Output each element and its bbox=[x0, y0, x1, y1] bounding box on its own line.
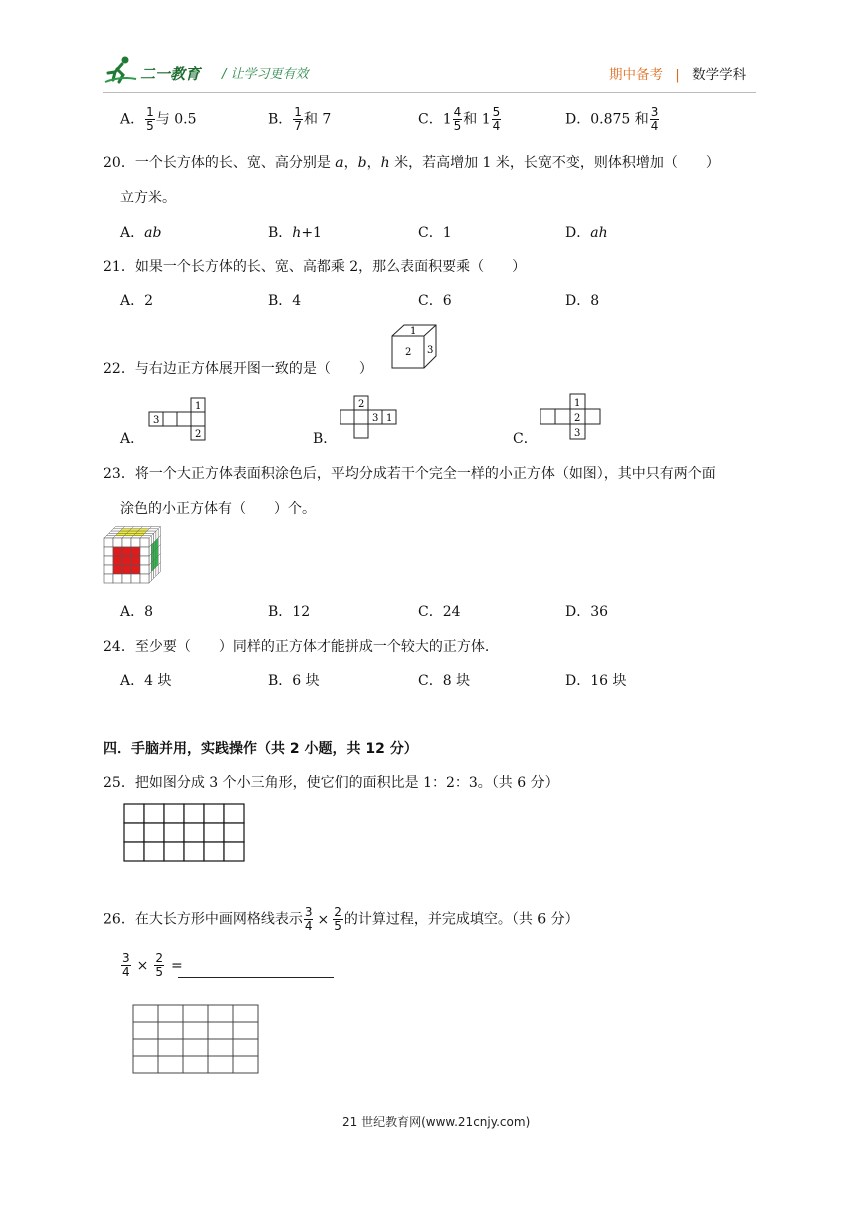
cube-side-cell bbox=[151, 569, 153, 580]
q23-painted-cube-figure bbox=[103, 526, 163, 584]
cube-front-cell bbox=[104, 547, 113, 556]
q20-stem: 20．一个长方体的长、宽、高分别是 a，b，h 米，若高增加 1 米，长宽不变，则体积增加（ ） bbox=[103, 155, 720, 171]
svg-text:2: 2 bbox=[574, 413, 581, 424]
header-tags bbox=[609, 63, 746, 83]
q24-option-a: A．4 块 bbox=[120, 673, 172, 689]
q21-option-d: D．8 bbox=[565, 293, 600, 309]
q19-option-c: C．1 $\frac{4}{5}$ 和 1 $\frac{5}{4}$ bbox=[418, 105, 501, 133]
q23-option-c: C．24 bbox=[418, 604, 461, 620]
svg-text:2: 2 bbox=[195, 429, 202, 440]
q23-stem-line2: 涂色的小正方体有（ ）个。 bbox=[120, 501, 316, 517]
cube-front-cell bbox=[113, 538, 122, 547]
q24-option-c: C．8 块 bbox=[418, 673, 471, 689]
cube-front-cell bbox=[131, 574, 140, 583]
cube-front-cell bbox=[131, 547, 140, 556]
grid-cell bbox=[208, 1056, 233, 1073]
grid-cell bbox=[208, 1039, 233, 1056]
cube-front-cell bbox=[104, 556, 113, 565]
runner-logo-icon bbox=[103, 55, 137, 85]
grid-cell bbox=[183, 1056, 208, 1073]
cube-front-cell bbox=[113, 547, 122, 556]
svg-text:3: 3 bbox=[153, 415, 160, 426]
grid-cell bbox=[233, 1022, 258, 1039]
cube-front-cell bbox=[113, 574, 122, 583]
q22-option-c-label: C． bbox=[513, 431, 538, 447]
cube-side-cell bbox=[149, 572, 151, 583]
grid-cell bbox=[224, 842, 244, 861]
q25-grid-figure bbox=[123, 803, 245, 863]
grid-cell bbox=[233, 1039, 258, 1056]
q20-option-a: A．ab bbox=[120, 225, 162, 241]
grid-cell bbox=[224, 804, 244, 823]
cube-front-cell bbox=[122, 547, 131, 556]
grid-cell bbox=[158, 1056, 183, 1073]
grid-cell bbox=[158, 1039, 183, 1056]
cube-side-cell bbox=[158, 563, 160, 574]
q19-option-b: B． $\frac{1}{7}$ 和 7 bbox=[268, 105, 332, 133]
slogan: / 让学习更有效 bbox=[222, 67, 309, 82]
cube-front-cell bbox=[104, 538, 113, 547]
grid-cell bbox=[124, 823, 144, 842]
grid-cell bbox=[204, 804, 224, 823]
q26-answer-blank[interactable] bbox=[178, 977, 334, 978]
q26-stem: 26．在大长方形中画网格线表示 $\frac{3}{4}$ × $\frac{2}{5}$ 的计算过程，并完成填空。（共 6 分） bbox=[103, 905, 579, 933]
q22-net-a bbox=[148, 396, 212, 442]
svg-text:1: 1 bbox=[574, 398, 581, 409]
tag-divider: | bbox=[675, 67, 680, 83]
q26-rectangle-grid bbox=[132, 1004, 260, 1074]
q19-option-d: D．0.875 和 $\frac{3}{4}$ bbox=[565, 105, 659, 133]
grid-cell bbox=[183, 1005, 208, 1022]
cube-front-cell bbox=[140, 538, 149, 547]
grid-cell bbox=[184, 823, 204, 842]
grid-cell bbox=[158, 1005, 183, 1022]
grid-cell bbox=[133, 1005, 158, 1022]
q21-option-c: C．6 bbox=[418, 293, 452, 309]
svg-text:3: 3 bbox=[372, 413, 379, 424]
q22-option-a-label: A． bbox=[120, 431, 145, 447]
cube-side-cell bbox=[156, 565, 158, 576]
svg-text:1: 1 bbox=[195, 401, 202, 412]
grid-cell bbox=[124, 804, 144, 823]
q20-option-b: B．h+1 bbox=[268, 225, 322, 241]
grid-cell bbox=[204, 842, 224, 861]
cube-top-label: 1 bbox=[410, 326, 417, 337]
svg-text:1: 1 bbox=[386, 413, 393, 424]
q22-stem: 22．与右边正方体展开图一致的是（ ） bbox=[103, 361, 373, 377]
logo-text: 二一教育 bbox=[140, 65, 201, 83]
q22-option-b-label: B． bbox=[313, 431, 338, 447]
svg-text:3: 3 bbox=[574, 428, 581, 439]
grid-cell bbox=[164, 804, 184, 823]
q26-equation: $\frac{3}{4}$ × $\frac{2}{5}$ = bbox=[122, 951, 183, 979]
grid-cell bbox=[133, 1039, 158, 1056]
cube-front-cell bbox=[122, 556, 131, 565]
cube-front-cell bbox=[131, 538, 140, 547]
grid-cell bbox=[124, 842, 144, 861]
grid-cell bbox=[144, 804, 164, 823]
grid-cell bbox=[233, 1005, 258, 1022]
q24-stem: 24．至少要（ ）同样的正方体才能拼成一个较大的正方体. bbox=[103, 639, 490, 655]
q22-net-c bbox=[540, 392, 604, 440]
subject-tag: 数学学科 bbox=[692, 67, 747, 83]
grid-cell bbox=[204, 823, 224, 842]
q20-stem-line2: 立方米。 bbox=[120, 190, 176, 206]
grid-cell bbox=[144, 842, 164, 861]
grid-cell bbox=[184, 842, 204, 861]
exam-tag: 期中备考 bbox=[609, 67, 663, 83]
q21-stem: 21．如果一个长方体的长、宽、高都乘 2，那么表面积要乘（ ） bbox=[103, 259, 527, 275]
cube-front-cell bbox=[104, 574, 113, 583]
grid-cell bbox=[164, 823, 184, 842]
cube-front-cell bbox=[113, 565, 122, 574]
cube-side-cell bbox=[154, 567, 156, 578]
cube-front-cell bbox=[140, 556, 149, 565]
grid-cell bbox=[133, 1056, 158, 1073]
grid-cell bbox=[133, 1022, 158, 1039]
q23-stem: 23．将一个大正方体表面积涂色后，平均分成若干个完全一样的小正方体（如图），其中只有两个面 bbox=[103, 466, 716, 482]
grid-cell bbox=[158, 1022, 183, 1039]
svg-text:2: 2 bbox=[358, 399, 365, 410]
cube-front-cell bbox=[140, 574, 149, 583]
grid-cell bbox=[208, 1022, 233, 1039]
grid-cell bbox=[183, 1022, 208, 1039]
cube-front-cell bbox=[131, 565, 140, 574]
cube-front-cell bbox=[140, 565, 149, 574]
q24-option-d: D．16 块 bbox=[565, 673, 627, 689]
cube-front-cell bbox=[122, 565, 131, 574]
cube-front-cell bbox=[122, 538, 131, 547]
q19-option-a: A． $\frac{1}{5}$ 与 0.5 bbox=[120, 105, 197, 133]
q22-net-b bbox=[340, 394, 404, 440]
cube-front-cell bbox=[131, 556, 140, 565]
q23-option-a: A．8 bbox=[120, 604, 154, 620]
grid-cell bbox=[224, 823, 244, 842]
cube-front-cell bbox=[113, 556, 122, 565]
q20-option-c: C．1 bbox=[418, 225, 452, 241]
grid-cell bbox=[144, 823, 164, 842]
q20-option-d: D．ah bbox=[565, 225, 608, 241]
cube-front-cell bbox=[140, 547, 149, 556]
q21-option-a: A．2 bbox=[120, 293, 154, 309]
cube-front-cell bbox=[104, 565, 113, 574]
q25-stem: 25．把如图分成 3 个小三角形，使它们的面积比是 1：2：3。（共 6 分） bbox=[103, 775, 559, 791]
cube-front-cell bbox=[122, 574, 131, 583]
cube-side-label: 3 bbox=[427, 345, 434, 356]
q24-option-b: B．6 块 bbox=[268, 673, 320, 689]
cube-front-label: 2 bbox=[405, 347, 412, 358]
grid-cell bbox=[233, 1056, 258, 1073]
q23-option-d: D．36 bbox=[565, 604, 609, 620]
grid-cell bbox=[183, 1039, 208, 1056]
page-footer: 21 世纪教育网(www.21cnjy.com) bbox=[342, 1115, 531, 1129]
grid-cell bbox=[184, 804, 204, 823]
q22-cube-figure bbox=[390, 322, 438, 370]
header-rule bbox=[103, 92, 756, 93]
grid-cell bbox=[164, 842, 184, 861]
q21-option-b: B．4 bbox=[268, 293, 302, 309]
section-title: 四．手脑并用，实践操作（共 2 小题，共 12 分） bbox=[103, 741, 418, 757]
grid-cell bbox=[208, 1005, 233, 1022]
q23-option-b: B．12 bbox=[268, 604, 311, 620]
